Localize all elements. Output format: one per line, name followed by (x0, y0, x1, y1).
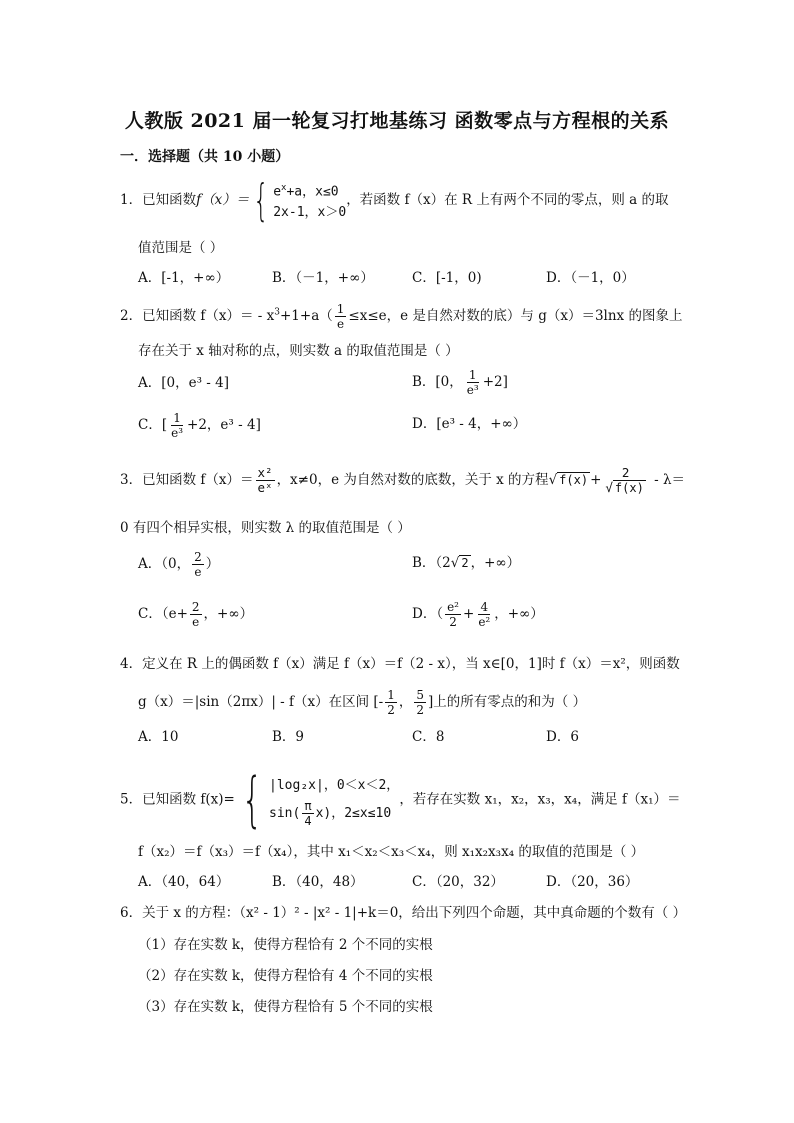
q1-option-d[interactable]: D．（－1，0） (546, 270, 635, 286)
q1-option-a[interactable]: A．[-1，+∞） (138, 270, 230, 286)
q4-option-d[interactable]: D．6 (546, 729, 579, 745)
q2-option-d[interactable]: D．[e³ - 4，+∞） (412, 416, 527, 432)
question-5: 5．已知函数 f(x)= { |log₂x|，0＜x＜2， sin( $\frac{\pi}{4}$ x)，2≤x≤10 ，若存在实数 x₁，x₂，x₃，x₄，满足 f（x₁）＝ (120, 765, 681, 835)
question-2: 2．已知函数 $f(x)= - x^3+1+a$（ $\frac{1}{e}$ ≤x≤e，e 是自然对数的底）与 g（x）＝3lnx 的图象上 (120, 302, 683, 331)
q3-line-2: 0 有四个相异实根，则实数 λ 的取值范围是（ ） (120, 520, 411, 536)
q5-option-a[interactable]: A．（40，64） (138, 874, 230, 890)
q5-case-2: sin( $\frac{\pi}{4}$ x)，2≤x≤10 (269, 798, 392, 828)
q3-option-d[interactable]: D．（ $\frac{\text{e²}}{2}$ + $\frac{4}{\text{e²}}$ ，+∞） (412, 600, 544, 629)
q1-line-2: 值范围是（ ） (138, 240, 224, 256)
q5-case-1: |log₂x|，0＜x＜2， (269, 777, 400, 793)
q4-option-a[interactable]: A．10 (138, 729, 179, 745)
question-3: 3．已知函数 f（x）＝ $\frac{\text{x²}}{\text{eˣ}}$ ，x≠0，e 为自然对数的底数，关于 x 的方程√ f(x) + $\frac{2}{√ f(x)}$ - λ＝ (120, 465, 686, 495)
q2-fraction: $\frac{1}{e}$ (336, 302, 345, 331)
question-4: 4．定义在 R 上的偶函数 f（x）满足 f（x）＝f（2 - x），当 x∈[0，1]时 f（x）＝x²，则函数 (120, 656, 680, 672)
q6-item-2: （2）存在实数 k，使得方程恰有 4 个不同的实根 (138, 968, 433, 984)
page-title: 人教版 2021 届一轮复习打地基练习 函数零点与方程根的关系 (124, 110, 670, 132)
q1-option-b[interactable]: B．（－1，+∞） (272, 270, 374, 286)
q1-option-c[interactable]: C．[-1，0) (412, 270, 482, 286)
q1-case-1: $e^x+a$，x≤0 (273, 183, 339, 200)
q1-text: 已知函数 (142, 192, 197, 209)
q2-option-b[interactable]: B．[0， $\frac{1}{\text{e³}}$ +2] (412, 368, 508, 397)
q5-option-b[interactable]: B．（40，48） (272, 874, 364, 890)
q2-line-2: 存在关于 x 轴对称的点，则实数 a 的取值范围是（ ） (138, 343, 459, 359)
q5-option-d[interactable]: D．（20，36） (546, 874, 639, 890)
section-heading: 一．选择题（共 10 小题） (120, 149, 290, 165)
q1-case-2: 2x-1，x＞0 (273, 205, 347, 221)
q2-option-a[interactable]: A．[0，e³ - 4] (138, 375, 230, 391)
q3-option-a[interactable]: A．（0， $\frac{2}{e}$ ） (138, 550, 220, 579)
q6-item-3: （3）存在实数 k，使得方程恰有 5 个不同的实根 (138, 999, 433, 1015)
q1-piecewise (273, 178, 346, 223)
q1-brace: { (253, 174, 269, 226)
q3-option-c[interactable]: C．（e+ $\frac{2}{e}$ ，+∞） (138, 600, 254, 629)
q4-option-b[interactable]: B．9 (272, 729, 305, 745)
q4-line-2: g（x）＝|sin（2πx）| - f（x）在区间 [- $\frac{1}{2}$ ， $\frac{5}{2}$ ]上的所有零点的和为（ ） (138, 688, 587, 717)
q1-number: 1． (120, 192, 143, 209)
q1-text-post: ，若函数 f（x）在 R 上有两个不同的零点，则 a 的取 (346, 192, 669, 209)
question-6: 6．关于 x 的方程：（x² - 1）² - |x² - 1|+k＝0，给出下列四个命题，其中真命题的个数有（ ） (120, 905, 687, 921)
q3-option-b[interactable]: B．（2√ 2 ，+∞） (412, 555, 521, 571)
q4-option-c[interactable]: C．8 (412, 729, 445, 745)
q1-fx: f（x）＝ (196, 192, 250, 209)
q5-option-c[interactable]: C．（20，32） (412, 874, 504, 890)
q2-option-c[interactable]: C．[ $\frac{1}{\text{e³}}$ +2，e³ - 4] (138, 411, 261, 440)
q5-line-2: f（x₂）＝f（x₃）＝f（x₄），其中 x₁＜x₂＜x₃＜x₄，则 x₁x₂x₃x₄ 的取值的范围是（ ） (138, 844, 645, 860)
question-1 (120, 174, 669, 226)
q6-item-1: （1）存在实数 k，使得方程恰有 2 个不同的实根 (138, 937, 433, 953)
